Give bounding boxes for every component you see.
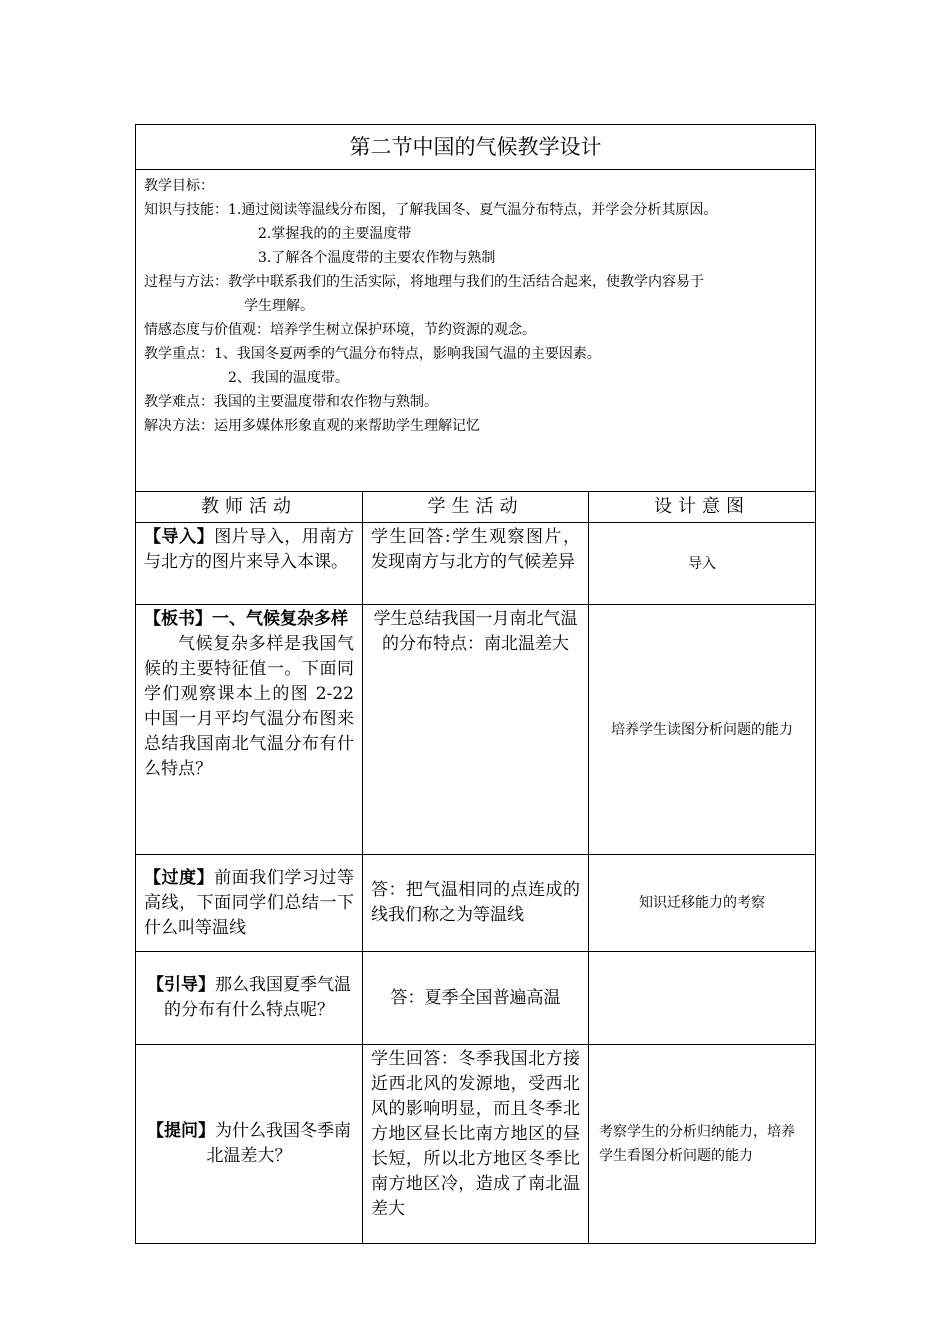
student-activity-cell: 学生总结我国一月南北气温的分布特点：南北温差大 [363,605,589,855]
activity-text: 图片导入，用南方与北方的图片来导入本课。 [144,527,355,572]
lesson-plan-document [135,124,815,1244]
design-intent-cell: 知识迁移能力的考察 [589,855,816,952]
header-teacher-activity: 教师活动 [136,492,363,523]
key-item-2: 2、我国的温度带。 [228,370,349,386]
student-activity-cell: 答：把气温相同的点连成的线我们称之为等温线 [363,855,589,952]
knowledge-line-1 [144,198,809,222]
teacher-activity-cell [136,1045,363,1244]
student-activity-cell: 学生回答:学生观察图片，发现南方与北方的气候差异 [363,523,589,605]
key-item-1: 1、我国冬夏两季的气温分布特点，影响我国气温的主要因素。 [214,346,601,362]
design-intent-cell: 导入 [589,523,816,605]
activity-heading: 一、气候复杂多样 [212,609,348,629]
objectives-heading: 教学目标： [144,178,214,194]
activity-text: 为什么我国冬季南北温差大？ [206,1121,351,1166]
header-design-intent: 设计意图 [589,492,816,523]
table-row [136,605,816,855]
knowledge-item-2: 2.掌握我的的主要温度带 [258,226,412,242]
emotion-line: 情感态度与价值观：培养学生树立保护环境，节约资源的观念。 [144,322,536,338]
table-row [136,1045,816,1244]
activity-tag: 【导入】 [144,527,215,547]
process-line-1 [144,270,809,294]
design-intent-cell: 培养学生读图分析问题的能力 [589,605,816,855]
activity-text: 气候复杂多样是我国气候的主要特征值一。下面同学们观察课本上的图 2-22 中国一月平均气温分布图来总结我国南北气温分布有什么特点？ [144,634,354,779]
table-row [136,952,816,1045]
difficulty-line: 教学难点：我国的主要温度带和农作物与熟制。 [144,394,438,410]
key-line-1 [144,342,809,366]
student-activity-cell: 学生回答：冬季我国北方接近西北风的发源地，受西北风的影响明显，而且冬季北方地区昼长比南方地区的昼长短，所以北方地区冬季比南方地区冷，造成了南北温差大 [363,1045,589,1244]
table-row [136,523,816,605]
activity-tag: 【引导】 [147,975,215,995]
design-intent-cell: 考察学生的分析归纳能力，培养学生看图分析问题的能力 [589,1045,816,1244]
activity-tag: 【提问】 [147,1121,215,1141]
design-intent-cell [589,952,816,1045]
activity-tag: 【过度】 [144,867,215,888]
process-text-2: 学生理解。 [244,298,314,314]
knowledge-label: 知识与技能： [144,202,228,218]
header-student-activity: 学生活动 [363,492,589,523]
activity-text: 那么我国夏季气温的分布有什么特点呢？ [164,975,351,1020]
lesson-plan-table [135,124,816,1244]
teacher-activity-cell [136,605,363,855]
process-label: 过程与方法： [144,274,228,290]
activity-tag: 【板书】 [144,609,212,629]
objectives-section [136,170,816,492]
key-label: 教学重点： [144,346,214,362]
document-title: 第二节中国的气候教学设计 [136,125,816,170]
teacher-activity-cell [136,523,363,605]
table-row [136,855,816,952]
process-text-1: 教学中联系我们的生活实际，将地理与我们的生活结合起来，使教学内容易于 [228,274,704,290]
knowledge-item-1: 1.通过阅读等温线分布图，了解我国冬、夏气温分布特点，并学会分析其原因。 [228,202,718,218]
student-activity-cell: 答：夏季全国普遍高温 [363,952,589,1045]
teacher-activity-cell [136,855,363,952]
knowledge-item-3: 3.了解各个温度带的主要农作物与熟制 [258,250,496,266]
activity-text: 前面我们学习过等高线，下面同学们总结一下什么叫等温线 [144,867,355,938]
solution-line: 解决方法：运用多媒体形象直观的来帮助学生理解记忆 [144,418,480,434]
teacher-activity-cell [136,952,363,1045]
